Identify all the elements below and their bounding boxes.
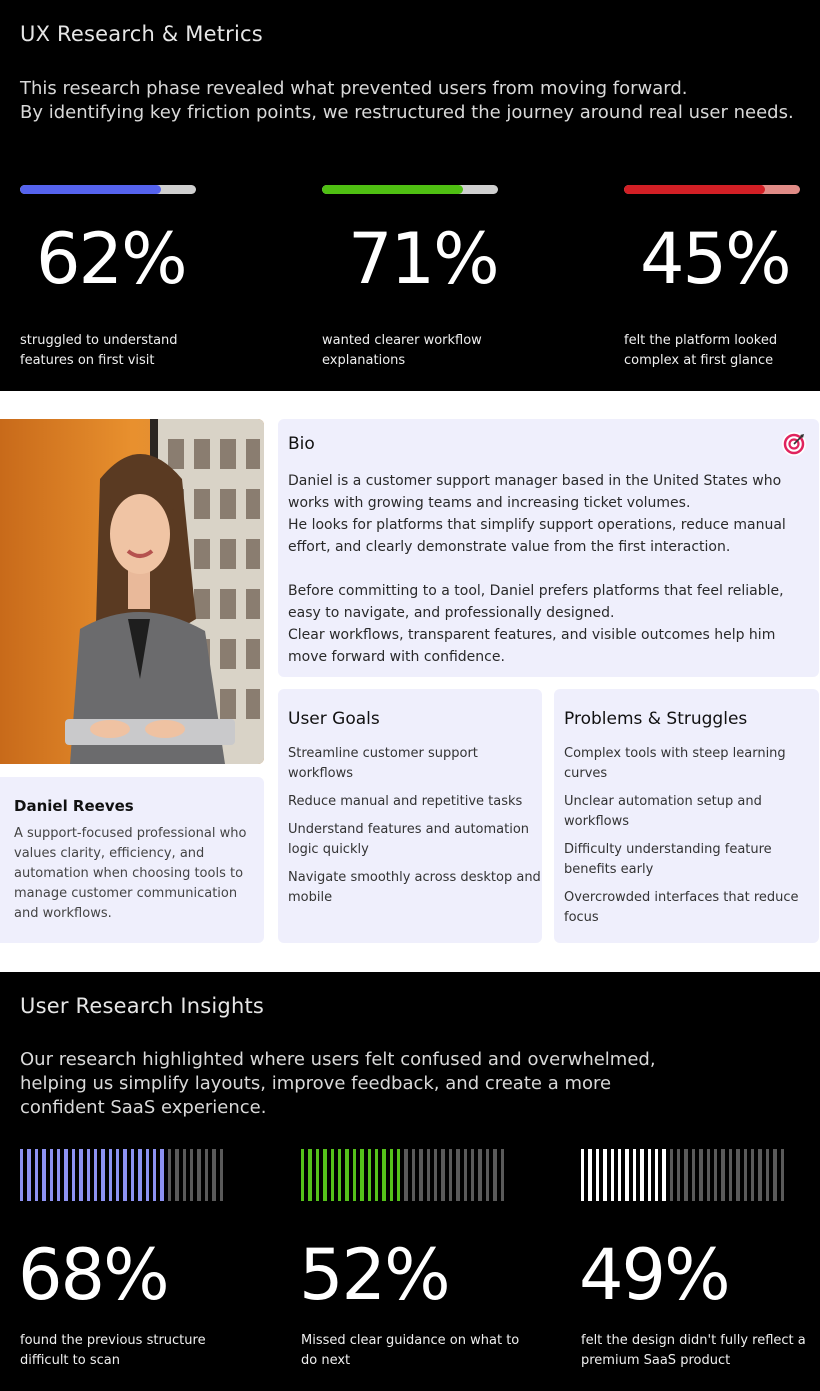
stripe-filled xyxy=(338,1149,341,1201)
stripe-empty xyxy=(751,1149,754,1201)
stripe-empty xyxy=(175,1149,178,1201)
problem-line: benefits early xyxy=(564,862,654,877)
stripe-filled xyxy=(146,1149,149,1201)
stripe-filled xyxy=(301,1149,304,1201)
insights-intro-line: helping us simplify layouts, improve feedback, and create a more xyxy=(20,1073,612,1094)
stripe-filled xyxy=(382,1149,385,1201)
stripe-empty xyxy=(434,1149,437,1201)
bio-line: move forward with confidence. xyxy=(288,649,505,665)
insight-stripe-meter xyxy=(20,1149,223,1201)
insight-caption-line: premium SaaS product xyxy=(581,1353,731,1368)
insight-value: 68% xyxy=(18,1234,168,1316)
stripe-filled xyxy=(331,1149,334,1201)
stripe-empty xyxy=(456,1149,459,1201)
stripe-filled xyxy=(323,1149,326,1201)
bio-line: Before committing to a tool, Daniel prefers platforms that feel reliable, xyxy=(288,583,784,599)
goal-item xyxy=(288,820,541,860)
stripe-filled xyxy=(35,1149,38,1201)
bio-line: effort, and clearly demonstrate value from the first interaction. xyxy=(288,539,731,555)
stripe-empty xyxy=(190,1149,193,1201)
stripe-filled xyxy=(50,1149,53,1201)
stripe-filled xyxy=(109,1149,112,1201)
problems-card xyxy=(554,689,819,943)
stripe-empty xyxy=(501,1149,504,1201)
insight-caption-line: found the previous structure xyxy=(20,1333,206,1348)
insights-intro-line: Our research highlighted where users felt confused and overwhelmed, xyxy=(20,1049,656,1070)
problems-title: Problems & Struggles xyxy=(564,709,748,729)
insight-caption xyxy=(20,1331,206,1371)
goal-item xyxy=(288,792,541,812)
goals-list xyxy=(288,744,541,916)
metric-caption xyxy=(20,331,178,371)
stripe-empty xyxy=(684,1149,687,1201)
metrics-intro-line: This research phase revealed what prevented users from moving forward. xyxy=(20,78,688,99)
stripe-filled xyxy=(368,1149,371,1201)
goals-card xyxy=(278,689,542,943)
insights-section xyxy=(0,972,820,1391)
bio-title: Bio xyxy=(288,434,315,454)
stripe-filled xyxy=(625,1149,628,1201)
metric-caption-line: complex at first glance xyxy=(624,353,774,368)
stripe-filled xyxy=(611,1149,614,1201)
stripe-filled xyxy=(662,1149,665,1201)
metric-caption-line: struggled to understand xyxy=(20,333,178,348)
metric-progress-bar xyxy=(20,185,196,194)
metric-value: 71% xyxy=(348,218,498,300)
stripe-empty xyxy=(220,1149,223,1201)
insight-caption-line: do next xyxy=(301,1353,351,1368)
goals-title: User Goals xyxy=(288,709,380,729)
stripe-filled xyxy=(87,1149,90,1201)
stripe-filled xyxy=(648,1149,651,1201)
stripe-empty xyxy=(692,1149,695,1201)
metric-progress-fill xyxy=(624,185,765,194)
problem-line: Overcrowded interfaces that reduce xyxy=(564,890,799,905)
metric-value: 45% xyxy=(640,218,790,300)
metric-value: 62% xyxy=(36,218,186,300)
stripe-filled xyxy=(94,1149,97,1201)
stripe-empty xyxy=(449,1149,452,1201)
stripe-empty xyxy=(205,1149,208,1201)
insights-title: User Research Insights xyxy=(20,994,265,1018)
stripe-empty xyxy=(773,1149,776,1201)
insight-caption xyxy=(581,1331,806,1371)
stripe-empty xyxy=(781,1149,784,1201)
stripe-filled xyxy=(138,1149,141,1201)
stripe-empty xyxy=(471,1149,474,1201)
stripe-empty xyxy=(744,1149,747,1201)
stripe-filled xyxy=(618,1149,621,1201)
stripe-filled xyxy=(116,1149,119,1201)
stripe-empty xyxy=(464,1149,467,1201)
persona-summary-line: and workflows. xyxy=(14,906,112,921)
metrics-intro-line: By identifying key friction points, we restructured the journey around real user needs. xyxy=(20,102,794,123)
insight-caption-line: felt the design didn't fully reflect a xyxy=(581,1333,806,1348)
persona-name: Daniel Reeves xyxy=(14,797,134,815)
problem-item xyxy=(564,744,799,784)
metrics-intro xyxy=(20,77,794,125)
insight-value: 52% xyxy=(299,1234,449,1316)
stripe-filled xyxy=(655,1149,658,1201)
stripe-empty xyxy=(412,1149,415,1201)
goal-line: logic quickly xyxy=(288,842,369,857)
problem-line: Complex tools with steep learning xyxy=(564,746,786,761)
insights-intro xyxy=(20,1048,656,1120)
stripe-empty xyxy=(404,1149,407,1201)
persona-summary-line: A support-focused professional who xyxy=(14,826,247,841)
persona-photo-illustration xyxy=(0,419,264,764)
bio-text xyxy=(288,470,786,668)
bio-line: works with growing teams and increasing ticket volumes. xyxy=(288,495,691,511)
stripe-filled xyxy=(308,1149,311,1201)
stripe-empty xyxy=(670,1149,673,1201)
stripe-empty xyxy=(699,1149,702,1201)
stripe-empty xyxy=(677,1149,680,1201)
problem-line: focus xyxy=(564,910,599,925)
stripe-filled xyxy=(640,1149,643,1201)
stripe-filled xyxy=(42,1149,45,1201)
bio-line: easy to navigate, and professionally designed. xyxy=(288,605,615,621)
metrics-title: UX Research & Metrics xyxy=(20,22,263,46)
stripe-empty xyxy=(721,1149,724,1201)
stripe-empty xyxy=(168,1149,171,1201)
stripe-filled xyxy=(153,1149,156,1201)
insights-intro-line: confident SaaS experience. xyxy=(20,1097,267,1118)
metric-caption xyxy=(322,331,482,371)
problems-list xyxy=(564,744,799,936)
metric-progress-fill xyxy=(322,185,463,194)
stripe-empty xyxy=(427,1149,430,1201)
stripe-filled xyxy=(360,1149,363,1201)
stripe-empty xyxy=(212,1149,215,1201)
persona-summary xyxy=(14,824,246,924)
insight-caption-line: difficult to scan xyxy=(20,1353,120,1368)
persona-summary-line: values clarity, efficiency, and xyxy=(14,846,205,861)
target-icon xyxy=(781,431,807,457)
stripe-empty xyxy=(197,1149,200,1201)
metric-caption-line: wanted clearer workflow xyxy=(322,333,482,348)
metrics-section xyxy=(0,0,820,391)
stripe-empty xyxy=(758,1149,761,1201)
stripe-filled xyxy=(588,1149,591,1201)
problem-item xyxy=(564,888,799,928)
problem-item xyxy=(564,840,799,880)
insight-stripe-meter xyxy=(581,1149,784,1201)
metric-progress-bar xyxy=(624,185,800,194)
persona-name-card xyxy=(0,777,264,943)
stripe-filled xyxy=(316,1149,319,1201)
bio-card xyxy=(278,419,819,677)
problem-line: curves xyxy=(564,766,608,781)
bio-line: Clear workflows, transparent features, and visible outcomes help him xyxy=(288,627,776,643)
goal-line: Understand features and automation xyxy=(288,822,530,837)
bio-spacer xyxy=(288,558,786,580)
goal-line: mobile xyxy=(288,890,333,905)
problem-line: Unclear automation setup and xyxy=(564,794,762,809)
stripe-empty xyxy=(766,1149,769,1201)
stripe-filled xyxy=(101,1149,104,1201)
bio-line: Daniel is a customer support manager based in the United States who xyxy=(288,473,782,489)
bio-line: He looks for platforms that simplify support operations, reduce manual xyxy=(288,517,786,533)
stripe-empty xyxy=(493,1149,496,1201)
stripe-empty xyxy=(714,1149,717,1201)
stripe-empty xyxy=(183,1149,186,1201)
stripe-filled xyxy=(633,1149,636,1201)
persona-section xyxy=(0,391,820,972)
insight-caption xyxy=(301,1331,519,1371)
stripe-filled xyxy=(397,1149,400,1201)
stripe-empty xyxy=(419,1149,422,1201)
stripe-filled xyxy=(72,1149,75,1201)
goal-item xyxy=(288,744,541,784)
problem-line: workflows xyxy=(564,814,630,829)
persona-summary-line: automation when choosing tools to xyxy=(14,866,244,881)
persona-summary-line: manage customer communication xyxy=(14,886,238,901)
stripe-filled xyxy=(27,1149,30,1201)
goal-line: workflows xyxy=(288,766,354,781)
stripe-filled xyxy=(20,1149,23,1201)
problem-line: Difficulty understanding feature xyxy=(564,842,772,857)
stripe-empty xyxy=(486,1149,489,1201)
stripe-empty xyxy=(707,1149,710,1201)
insight-value: 49% xyxy=(579,1234,729,1316)
goal-line: Streamline customer support xyxy=(288,746,478,761)
stripe-filled xyxy=(603,1149,606,1201)
insight-stripe-meter xyxy=(301,1149,504,1201)
metric-progress-fill xyxy=(20,185,161,194)
metric-caption xyxy=(624,331,777,371)
goal-item xyxy=(288,868,541,908)
goal-line: Navigate smoothly across desktop and xyxy=(288,870,541,885)
stripe-filled xyxy=(64,1149,67,1201)
stripe-filled xyxy=(581,1149,584,1201)
stripe-filled xyxy=(79,1149,82,1201)
stripe-filled xyxy=(57,1149,60,1201)
stripe-empty xyxy=(441,1149,444,1201)
metric-caption-line: features on first visit xyxy=(20,353,155,368)
goal-line: Reduce manual and repetitive tasks xyxy=(288,794,523,809)
stripe-filled xyxy=(123,1149,126,1201)
persona-photo xyxy=(0,419,264,764)
stripe-filled xyxy=(375,1149,378,1201)
stripe-filled xyxy=(345,1149,348,1201)
stripe-empty xyxy=(729,1149,732,1201)
metric-caption-line: explanations xyxy=(322,353,406,368)
stripe-empty xyxy=(736,1149,739,1201)
metric-progress-bar xyxy=(322,185,498,194)
stripe-filled xyxy=(131,1149,134,1201)
problem-item xyxy=(564,792,799,832)
insight-caption-line: Missed clear guidance on what to xyxy=(301,1333,520,1348)
stripe-empty xyxy=(478,1149,481,1201)
stripe-filled xyxy=(353,1149,356,1201)
stripe-filled xyxy=(390,1149,393,1201)
stripe-filled xyxy=(160,1149,163,1201)
metric-caption-line: felt the platform looked xyxy=(624,333,778,348)
stripe-filled xyxy=(596,1149,599,1201)
